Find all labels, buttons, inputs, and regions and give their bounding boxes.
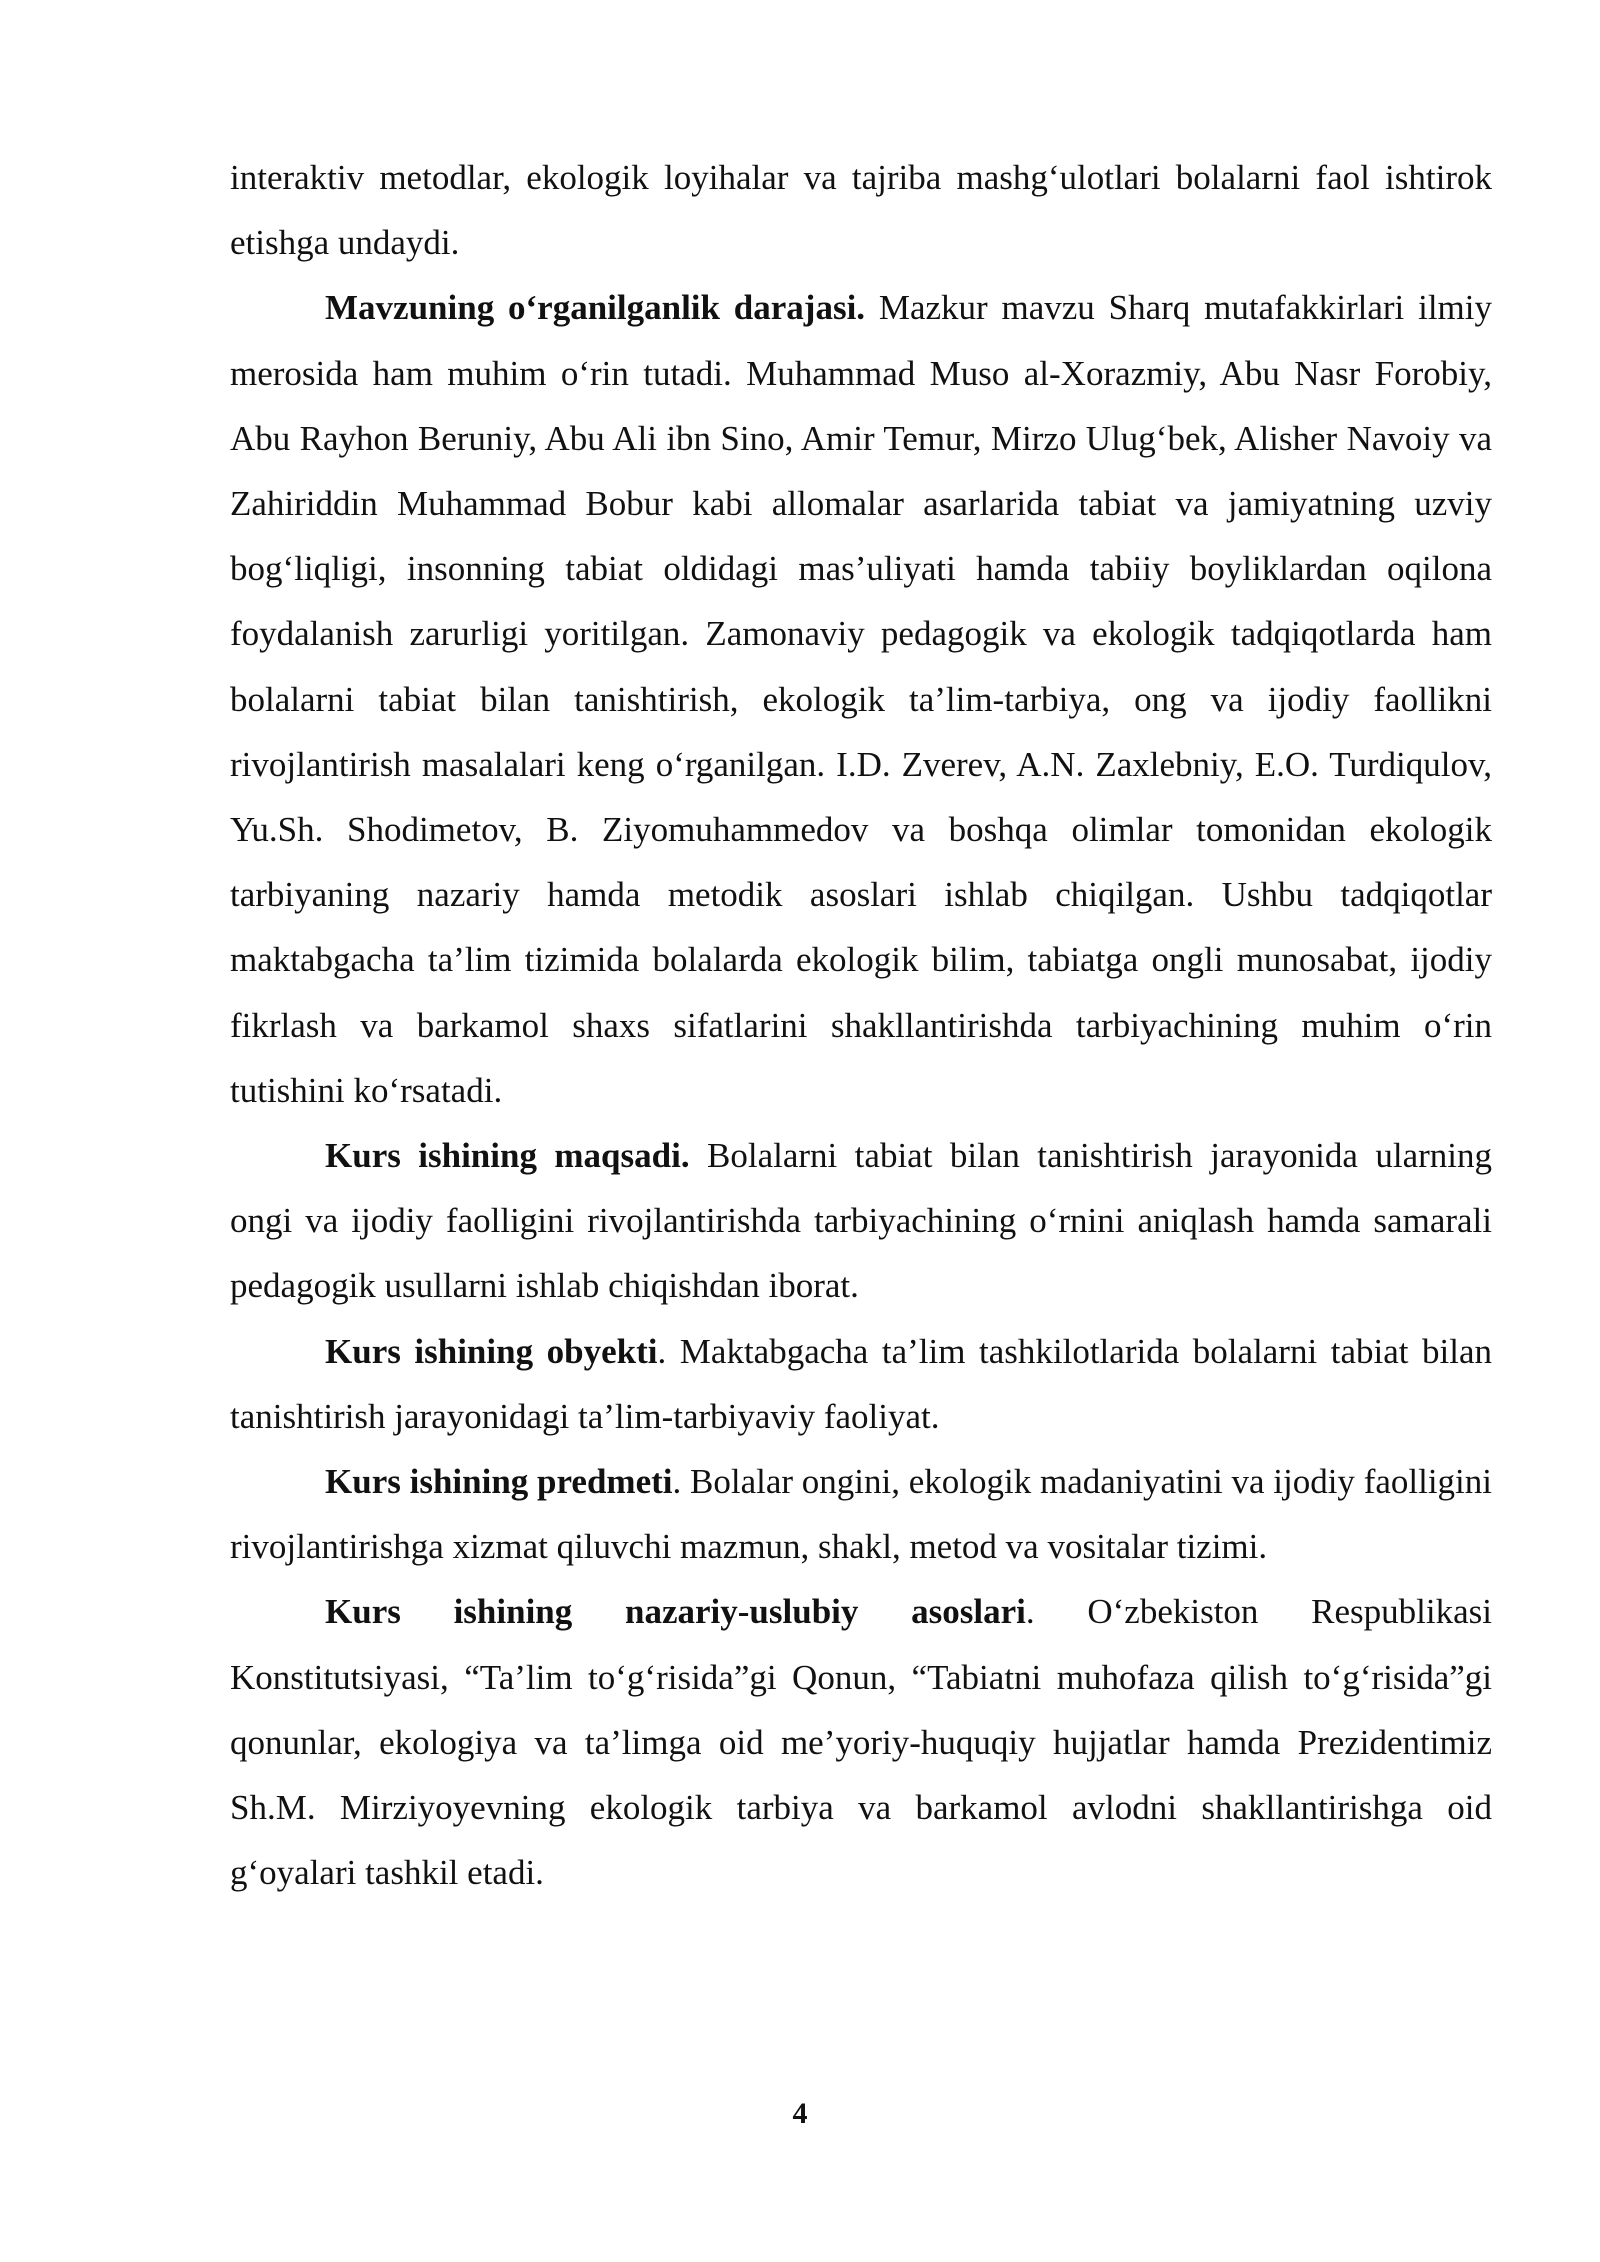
heading-separator [690, 1136, 707, 1175]
paragraph-heading: Kurs ishining maqsadi. [325, 1136, 690, 1176]
paragraph-heading: Mavzuning o‘rganilganlik darajasi. [325, 288, 866, 328]
heading-separator: . [657, 1331, 680, 1371]
paragraph-subject [230, 1449, 1492, 1579]
paragraph-object [230, 1319, 1492, 1449]
paragraph-study-level [230, 275, 1492, 1123]
paragraph-methodology [230, 1579, 1492, 1905]
heading-separator: . [1025, 1592, 1088, 1632]
heading-separator [865, 288, 879, 327]
page-body [230, 145, 1492, 1905]
paragraph-heading: Kurs ishining obyekti [325, 1331, 658, 1371]
paragraph-text: interaktiv metodlar, ekologik loyihalar va tajriba mashg‘ulotlari bolalarni faol ishtirok etishga undaydi. [230, 158, 1492, 263]
paragraph-heading: Kurs ishining nazariy-uslubiy asoslari [325, 1592, 1026, 1632]
paragraph-text: Maktabgacha ta’lim tashkilotlarida bolalarni tabiat bilan tanishtirish jarayonidagi ta’lim-tarbiyaviy faoliyat. [230, 1331, 1493, 1436]
paragraph-text: O‘zbekiston Respublikasi Konstitutsiyasi, “Ta’lim to‘g‘risida”gi Qonun, “Tabiatni muhofaza qilish to‘g‘risida”gi qonunlar, ekologiya va ta’limga oid me’yoriy-huquqiy hujjatlar hamda Prezidentimiz Sh.M. Mirziyoyevning ekologik tarbiya va barkamol avlodni shakllantirishga oid g‘oyalari tashkil etadi. [230, 1592, 1492, 1893]
paragraph-goal [230, 1123, 1492, 1319]
page-number: 4 [792, 2097, 808, 2130]
heading-separator: . [672, 1462, 691, 1502]
paragraph-text: Bolalar ongini, ekologik madaniyatini va ijodiy faolligini rivojlantirishga xizmat qiluvchi mazmun, shakl, metod va vositalar tizimi. [230, 1462, 1492, 1567]
paragraph-text: Mazkur mavzu Sharq mutafakkirlari ilmiy merosida ham muhim o‘rin tutadi. Muhammad Muso al-Xorazmiy, Abu Nasr Forobiy, Abu Rayhon Beruniy, Abu Ali ibn Sino, Amir Temur, Mirzo Ulug‘bek, Alisher Navoiy va Zahiriddin Muhammad Bobur kabi allomalar asarlarida tabiat va jamiyatning uzviy bog‘liqligi, insonning tabiat oldidagi mas’uliyati hamda tabiiy boyliklardan oqilona foydalanish zarurligi yoritilgan. Zamonaviy pedagogik va ekologik tadqiqotlarda ham bolalarni tabiat bilan tanishtirish, ekologik ta’lim-tarbiya, ong va ijodiy faollikni rivojlantirish masalalari keng o‘rganilgan. I.D. Zverev, A.N. Zaxlebniy, E.O. Turdiqulov, Yu.Sh. Shodimetov, B. Ziyomuhammedov va boshqa olimlar tomonidan ekologik tarbiyaning nazariy hamda metodik asoslari ishlab chiqilgan. Ushbu tadqiqotlar maktabgacha ta’lim tizimida bolalarda ekologik bilim, tabiatga ongli munosabat, ijodiy fikrlash va barkamol shaxs sifatlarini shakllantirishda tarbiyachining muhim o‘rin tutishini ko‘rsatadi. [230, 288, 1492, 1110]
paragraph-continuation [230, 145, 1492, 275]
paragraph-text: Bolalarni tabiat bilan tanishtirish jarayonida ularning ongi va ijodiy faolligini rivojlantirishda tarbiyachining o‘rnini aniqlash hamda samarali pedagogik usullarni ishlab chiqishdan iborat. [230, 1136, 1493, 1306]
paragraph-heading: Kurs ishining predmeti [325, 1462, 673, 1502]
